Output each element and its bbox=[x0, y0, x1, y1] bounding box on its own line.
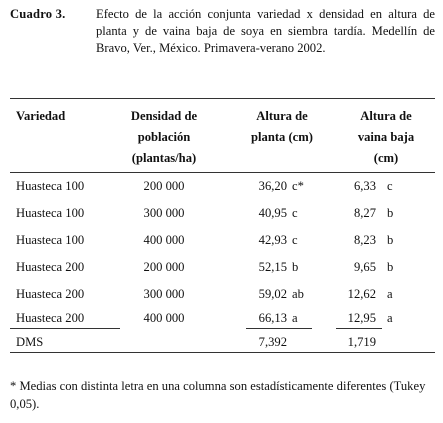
row-5-densidad: 300 000 bbox=[143, 287, 185, 301]
row-6-planta: 66,13 bbox=[258, 311, 287, 325]
dms-rule-vaina bbox=[336, 328, 382, 329]
row-5-vaina-letra: a bbox=[387, 287, 393, 301]
header-bottom-rule bbox=[10, 172, 435, 173]
row-2-planta-letra: c bbox=[292, 206, 298, 220]
caption-text: Efecto de la acción conjunta variedad x densidad en altura de planta y de vaina baja de soya en siembra tardía. Medellín de Bravo, Ver., México. Primavera-verano 2002. bbox=[96, 7, 435, 55]
dms-label: DMS bbox=[16, 335, 44, 349]
header-densidad-line2: población bbox=[137, 130, 191, 144]
row-3-vaina: 8,23 bbox=[353, 233, 376, 247]
row-1-vaina: 6,33 bbox=[353, 179, 376, 193]
row-6-vaina-letra: a bbox=[387, 311, 393, 325]
header-densidad-line3: (plantas/ha) bbox=[131, 151, 197, 165]
header-densidad-line1: Densidad de bbox=[130, 109, 198, 123]
row-6-variedad: Huasteca 200 bbox=[16, 311, 85, 325]
row-1-planta: 36,20 bbox=[258, 179, 287, 193]
table-top-rule bbox=[10, 98, 435, 99]
header-vaina-line2: vaina baja bbox=[357, 130, 415, 144]
row-4-densidad: 200 000 bbox=[143, 260, 185, 274]
dms-rule-variedad bbox=[10, 328, 120, 329]
row-3-planta-letra: c bbox=[292, 233, 298, 247]
header-vaina-line1: Altura de bbox=[360, 109, 412, 123]
dms-rule-planta bbox=[246, 328, 312, 329]
row-2-vaina-letra: b bbox=[387, 206, 394, 220]
header-planta-line1: Altura de bbox=[256, 109, 308, 123]
row-4-planta-letra: b bbox=[292, 260, 299, 274]
row-2-vaina: 8,27 bbox=[353, 206, 376, 220]
row-5-planta: 59,02 bbox=[258, 287, 287, 301]
table-bottom-rule bbox=[10, 352, 435, 353]
footnote: * Medias con distinta letra en una columna son estadísticamente diferentes (Tukey 0,05). bbox=[10, 379, 426, 411]
header-vaina-line3: (cm) bbox=[373, 151, 399, 165]
caption-label: Cuadro 3. bbox=[10, 7, 66, 21]
row-2-planta: 40,95 bbox=[258, 206, 287, 220]
row-4-vaina: 9,65 bbox=[353, 260, 376, 274]
row-1-variedad: Huasteca 100 bbox=[16, 179, 85, 193]
row-3-planta: 42,93 bbox=[258, 233, 287, 247]
header-planta-line2: planta (cm) bbox=[251, 130, 313, 144]
row-3-densidad: 400 000 bbox=[143, 233, 185, 247]
row-4-vaina-letra: b bbox=[387, 260, 394, 274]
dms-planta: 7,392 bbox=[258, 335, 287, 349]
row-2-variedad: Huasteca 100 bbox=[16, 206, 85, 220]
row-6-densidad: 400 000 bbox=[143, 311, 185, 325]
row-6-vaina: 12,95 bbox=[347, 311, 376, 325]
row-5-vaina: 12,62 bbox=[347, 287, 376, 301]
row-3-variedad: Huasteca 100 bbox=[16, 233, 85, 247]
row-3-vaina-letra: b bbox=[387, 233, 394, 247]
row-1-planta-letra: c* bbox=[292, 179, 304, 193]
header-variedad: Variedad bbox=[16, 109, 66, 123]
row-1-densidad: 200 000 bbox=[143, 179, 185, 193]
row-5-variedad: Huasteca 200 bbox=[16, 287, 85, 301]
row-1-vaina-letra: c bbox=[387, 179, 393, 193]
row-2-densidad: 300 000 bbox=[143, 206, 185, 220]
row-5-planta-letra: ab bbox=[292, 287, 304, 301]
row-6-planta-letra: a bbox=[292, 311, 298, 325]
row-4-variedad: Huasteca 200 bbox=[16, 260, 85, 274]
row-4-planta: 52,15 bbox=[258, 260, 287, 274]
dms-vaina: 1,719 bbox=[347, 335, 376, 349]
